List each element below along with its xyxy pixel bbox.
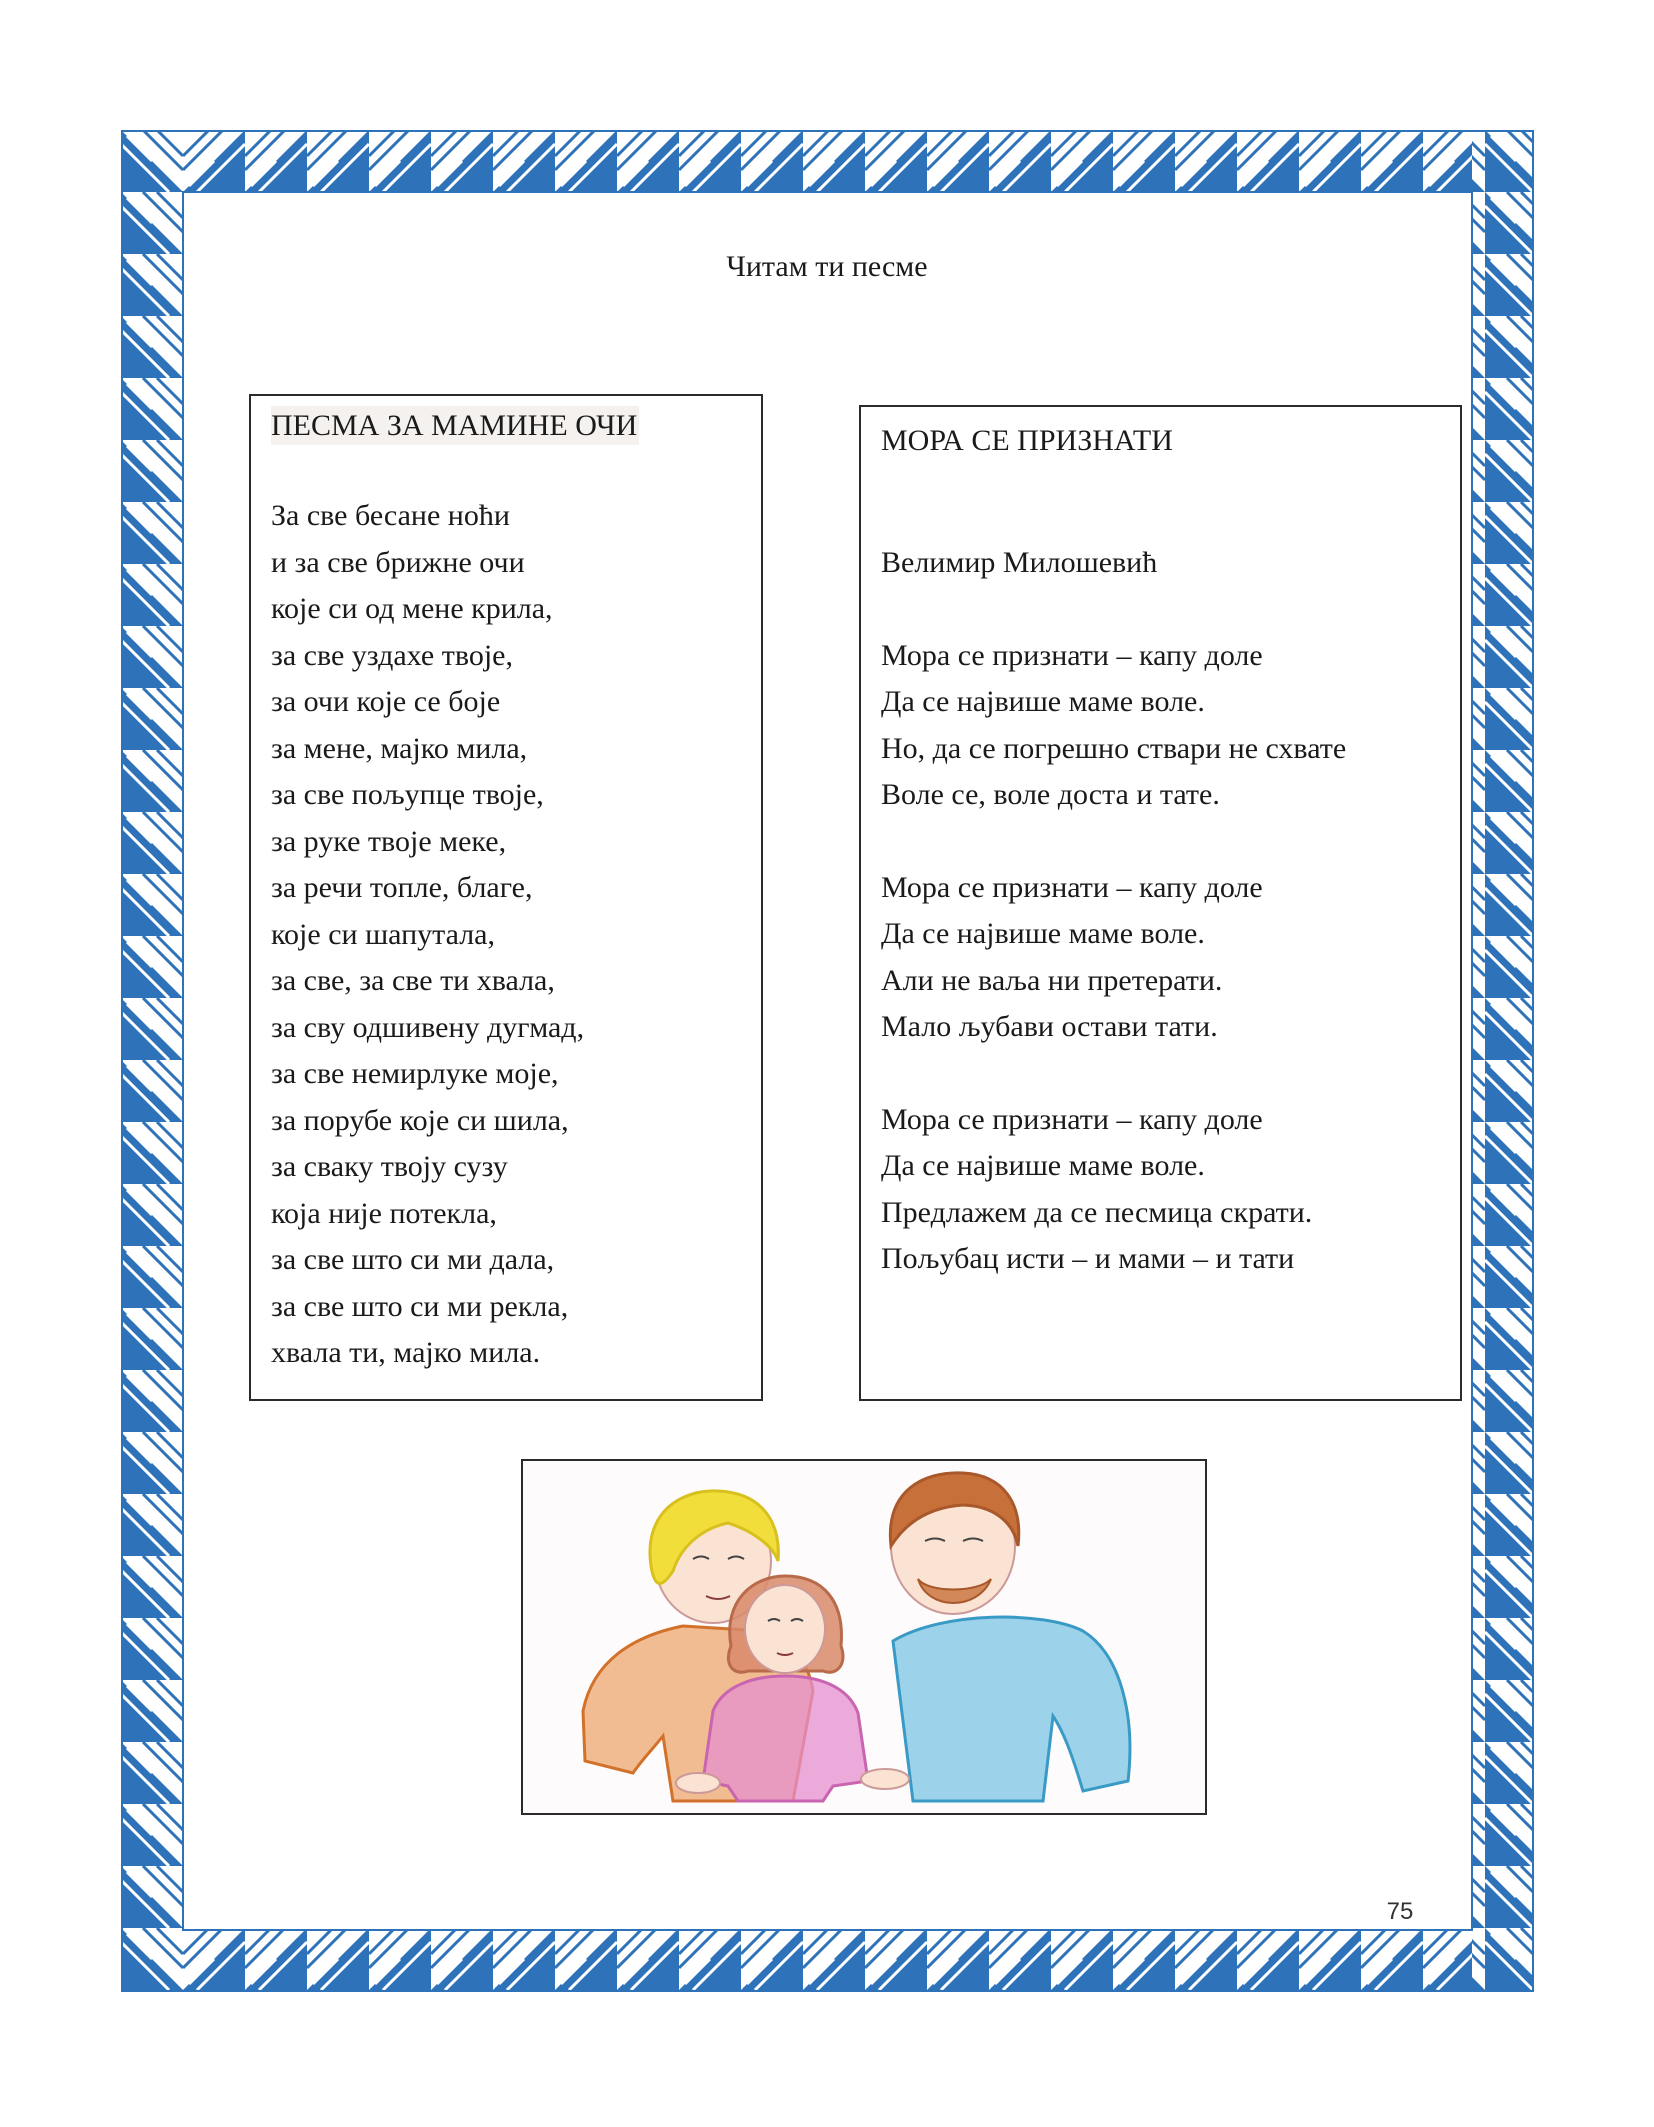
poem-box-right (859, 405, 1462, 1401)
poem-line: за све немирлуке моје, (271, 1057, 559, 1090)
poem-line: за све пољупце твоје, (271, 778, 544, 811)
poem-line: за све уздахе твоје, (271, 638, 513, 672)
poem-line: Мора се признати – капу доле (881, 638, 1263, 672)
poem-line: за речи топле, благе, (271, 871, 533, 904)
poem-line: за све што си ми рекла, (271, 1289, 569, 1323)
poem-line: за сву одшивену дугмад, (271, 1010, 585, 1044)
page-number: 75 (1386, 1898, 1414, 1925)
poem-line: за сваку твоју сузу (271, 1150, 508, 1183)
poem-line: за све, за све ти хвала, (271, 964, 555, 997)
poem-line: Воле се, воле доста и тате. (881, 778, 1220, 811)
child-sweater (703, 1676, 868, 1801)
family-illustration (521, 1459, 1207, 1815)
poem-line: и за све брижне очи (271, 545, 525, 579)
poem-line: Но, да се погрешно ствари не схвате (881, 731, 1347, 765)
poem-line: за руке твоје меке, (271, 824, 507, 858)
page-heading: Читам ти песме (726, 250, 928, 283)
poem-stanza (271, 493, 741, 1377)
poem-line: која није потекла, (271, 1196, 497, 1230)
poem-line: Да се највише маме воле. (881, 1149, 1205, 1182)
poem-line: За све бесане ноћи (271, 499, 510, 532)
poem-line: за порубе које си шила, (271, 1103, 569, 1137)
poem-title: ПЕСМА ЗА МАМИНЕ ОЧИ (271, 406, 639, 445)
family-drawing-icon (523, 1461, 1205, 1813)
poem-stanza (881, 633, 1440, 819)
poem-line: Да се највише маме воле. (881, 917, 1205, 950)
poem-line: хвала ти, мајко мила. (271, 1336, 541, 1369)
poem-stanza (881, 865, 1440, 1051)
father-sweater (893, 1617, 1130, 1801)
poem-author: Велимир Милошевић (881, 546, 1158, 579)
poem-line: Да се највише маме воле. (881, 685, 1205, 718)
poem-line: Пољубац исти – и мами – и тати (881, 1242, 1295, 1275)
poem-line: Али не ваља ни претерати. (881, 963, 1223, 997)
poem-line: Мора се признати – капу доле (881, 870, 1263, 904)
poem-line: које си шапутала, (271, 917, 495, 951)
poem-line: које си од мене крила, (271, 592, 553, 625)
poem-title: МОРА СЕ ПРИЗНАТИ (881, 424, 1173, 457)
poem-line: за очи које се боје (271, 685, 501, 718)
poem-box-left (249, 394, 763, 1401)
poem-stanza (881, 1097, 1440, 1283)
poem-line: Мало љубави остави тати. (881, 1010, 1218, 1043)
poem-line: за мене, мајко мила, (271, 731, 528, 765)
poem-line: Мора се признати – капу доле (881, 1102, 1263, 1136)
poem-line: за све што си ми дала, (271, 1243, 555, 1276)
poem-line: Предлажем да се песмица скрати. (881, 1195, 1313, 1229)
